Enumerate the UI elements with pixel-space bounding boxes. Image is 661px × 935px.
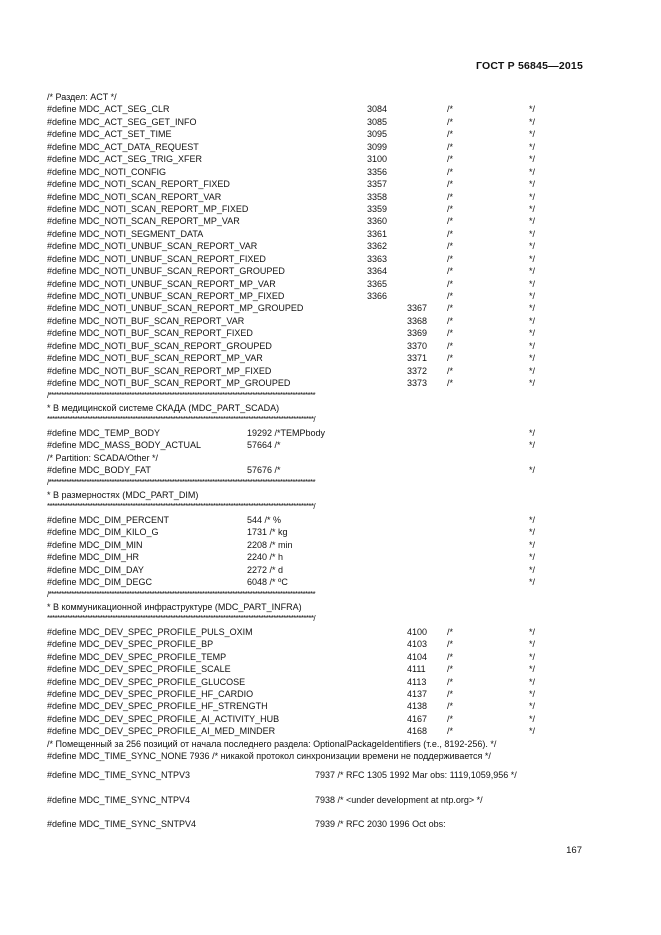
comment-close: */ — [529, 676, 536, 687]
separator-text: /********************************************************************************************************** — [47, 589, 316, 599]
define-name: #define MDC_DEV_SPEC_PROFILE_GLUCOSE — [47, 676, 246, 687]
define-name: #define MDC_NOTI_SCAN_REPORT_MP_VAR — [47, 216, 240, 227]
define-line — [47, 638, 587, 650]
separator-text: /********************************************************************************************************** — [47, 390, 316, 400]
define-value: 3367 — [407, 303, 428, 314]
define-line — [47, 794, 587, 819]
comment-open: /* — [447, 291, 454, 301]
define-name: #define MDC_DEV_SPEC_PROFILE_AI_MED_MINDER — [47, 726, 276, 737]
define-line — [47, 253, 587, 265]
comment-close: */ — [529, 141, 536, 152]
define-name: #define MDC_TIME_SYNC_SNTPV4 — [47, 819, 197, 830]
define-line — [47, 315, 587, 327]
comment-open: /* — [447, 676, 454, 687]
define-name: #define MDC_DEV_SPEC_PROFILE_HF_CARDIO — [47, 689, 254, 699]
define-line — [47, 178, 587, 190]
comment-close: */ — [529, 539, 536, 550]
define-value: 3368 — [407, 315, 428, 326]
define-value: 3370 — [407, 340, 428, 351]
document-header: ГОСТ Р 56845—2015 — [475, 60, 583, 72]
define-line — [47, 576, 587, 588]
define-value: 3099 — [367, 141, 388, 152]
comment-close: */ — [529, 179, 536, 190]
comment-text: /* Partition: SCADA/Other */ — [47, 452, 159, 463]
define-line — [47, 278, 587, 290]
comment-close: */ — [529, 527, 536, 538]
comment-close: */ — [529, 291, 536, 301]
comment-open: /* — [447, 203, 454, 214]
define-value: 3372 — [407, 365, 428, 376]
define-value: 4104 — [407, 651, 428, 662]
comment-open: /* — [447, 315, 454, 326]
comment-text: * В размерностях (MDC_PART_DIM) — [47, 490, 199, 500]
comment-open: /* — [447, 701, 454, 712]
define-line — [47, 141, 587, 153]
define-line — [47, 539, 587, 551]
define-value: 3371 — [407, 353, 428, 364]
define-value: 2272 /* d — [247, 564, 284, 575]
define-value: 3357 — [367, 179, 388, 190]
comment-close: */ — [529, 440, 536, 451]
define-name: #define MDC_DEV_SPEC_PROFILE_SCALE — [47, 664, 231, 675]
comment-close: */ — [529, 253, 536, 264]
comment-close: */ — [529, 701, 536, 712]
separator-line — [47, 501, 587, 513]
comment-close: */ — [529, 365, 536, 376]
comment-text: #define MDC_TIME_SYNC_NONE 7936 /* никакой протокол синхронизации времени не поддерживается */ — [47, 751, 491, 762]
define-name: #define MDC_TIME_SYNC_NTPV4 — [47, 794, 191, 805]
separator-text: /********************************************************************************************************** — [47, 477, 316, 487]
define-line — [47, 427, 587, 439]
define-name: #define MDC_TEMP_BODY — [47, 427, 161, 438]
define-line — [47, 215, 587, 227]
define-line — [47, 564, 587, 576]
comment-open: /* — [447, 639, 454, 650]
comment-line — [47, 402, 587, 414]
comment-close: */ — [529, 664, 536, 675]
page-number: 167 — [566, 845, 582, 856]
define-line — [47, 103, 587, 115]
define-name: #define MDC_NOTI_CONFIG — [47, 166, 167, 177]
comment-open: /* — [447, 353, 454, 364]
define-value: 57664 /* — [247, 440, 281, 451]
comment-text: * В коммуникационной инфраструктуре (MDC_PART_INFRA) — [47, 601, 302, 612]
comment-close: */ — [529, 713, 536, 724]
define-value: 2240 /* h — [247, 552, 284, 563]
comment-open: /* — [447, 116, 454, 127]
comment-line — [47, 489, 587, 501]
define-line — [47, 352, 587, 364]
comment-text: /* Помещенный за 256 позиций от начала последнего раздела: OptionalPackageIdentifiers (т.е., 8192-256). */ — [47, 738, 497, 749]
comment-open: /* — [447, 378, 454, 389]
define-line — [47, 290, 587, 302]
separator-line — [47, 414, 587, 426]
define-value: 3362 — [367, 241, 388, 252]
comment-open: /* — [447, 154, 454, 165]
define-line — [47, 626, 587, 638]
comment-close: */ — [529, 191, 536, 202]
comment-close: */ — [529, 328, 536, 339]
define-name: #define MDC_NOTI_BUF_SCAN_REPORT_VAR — [47, 315, 245, 326]
comment-close: */ — [529, 552, 536, 563]
comment-close: */ — [529, 626, 536, 637]
comment-open: /* — [447, 340, 454, 351]
comment-close: */ — [529, 564, 536, 575]
comment-open: /* — [447, 626, 454, 637]
comment-close: */ — [529, 278, 536, 289]
define-name: #define MDC_TIME_SYNC_NTPV3 — [47, 769, 191, 780]
define-line — [47, 713, 587, 725]
comment-text: /* Раздел: ACT */ — [47, 92, 117, 102]
comment-close: */ — [529, 427, 536, 438]
define-name: #define MDC_DIM_KILO_G — [47, 527, 159, 538]
define-value: 544 /* % — [247, 514, 282, 525]
comment-open: /* — [447, 216, 454, 227]
define-value: 3365 — [367, 278, 388, 289]
define-value: 4167 — [407, 713, 428, 724]
define-name: #define MDC_NOTI_UNBUF_SCAN_REPORT_VAR — [47, 241, 258, 252]
define-name: #define MDC_DIM_PERCENT — [47, 514, 170, 525]
define-name: #define MDC_MASS_BODY_ACTUAL — [47, 440, 202, 451]
define-value: 3356 — [367, 166, 388, 177]
comment-line — [47, 91, 587, 103]
define-name: #define MDC_DIM_HR — [47, 552, 140, 563]
define-value: 3360 — [367, 216, 388, 227]
define-value: 3366 — [367, 291, 388, 301]
define-name: #define MDC_ACT_SEG_TRIG_XFER — [47, 154, 203, 165]
define-value: 1731 /* kg — [247, 527, 288, 538]
define-line — [47, 365, 587, 377]
separator-line — [47, 477, 587, 489]
define-line — [47, 240, 587, 252]
define-line — [47, 116, 587, 128]
define-value: 3369 — [407, 328, 428, 339]
define-value: 4103 — [407, 639, 428, 650]
define-name: #define MDC_DEV_SPEC_PROFILE_TEMP — [47, 651, 227, 662]
define-value: 4137 — [407, 689, 428, 699]
comment-open: /* — [447, 129, 454, 140]
comment-open: /* — [447, 241, 454, 252]
comment-open: /* — [447, 365, 454, 376]
define-name: #define MDC_DEV_SPEC_PROFILE_AI_ACTIVITY_HUB — [47, 713, 280, 724]
comment-open: /* — [447, 726, 454, 737]
define-value: 4111 — [407, 664, 426, 675]
define-value: 3100 — [367, 154, 388, 165]
define-line — [47, 725, 587, 737]
define-name: #define MDC_NOTI_UNBUF_SCAN_REPORT_GROUPED — [47, 266, 285, 277]
comment-close: */ — [529, 689, 536, 699]
comment-close: */ — [529, 129, 536, 140]
define-value: 6048 /* ºC — [247, 577, 288, 588]
define-line — [47, 191, 587, 203]
comment-open: /* — [447, 664, 454, 675]
define-value: 2208 /* min — [247, 539, 293, 550]
define-name: #define MDC_DEV_SPEC_PROFILE_PULS_OXIM — [47, 626, 253, 637]
define-name: #define MDC_BODY_FAT — [47, 465, 151, 476]
separator-line — [47, 589, 587, 601]
comment-open: /* — [447, 689, 454, 699]
define-value: 3364 — [367, 266, 388, 277]
define-value: 7939 /* RFC 2030 1996 Oct obs: — [315, 819, 446, 830]
comment-close: */ — [529, 104, 536, 115]
comment-close: */ — [529, 303, 536, 314]
comment-close: */ — [529, 340, 536, 351]
separator-line — [47, 390, 587, 402]
define-name: #define MDC_NOTI_UNBUF_SCAN_REPORT_MP_VAR — [47, 278, 276, 289]
define-name: #define MDC_DIM_DEGC — [47, 577, 153, 588]
define-name: #define MDC_ACT_SEG_CLR — [47, 104, 170, 115]
code-listing — [47, 91, 587, 831]
comment-line — [47, 452, 587, 464]
comment-open: /* — [447, 179, 454, 190]
define-value: 4168 — [407, 726, 428, 737]
comment-open: /* — [447, 166, 454, 177]
define-value: 3373 — [407, 378, 428, 389]
comment-close: */ — [529, 203, 536, 214]
define-value: 3085 — [367, 116, 388, 127]
define-name: #define MDC_NOTI_UNBUF_SCAN_REPORT_MP_GROUPED — [47, 303, 304, 314]
define-line — [47, 514, 587, 526]
comment-open: /* — [447, 266, 454, 277]
comment-open: /* — [447, 303, 454, 314]
define-name: #define MDC_NOTI_UNBUF_SCAN_REPORT_FIXED — [47, 253, 266, 264]
define-line — [47, 302, 587, 314]
comment-close: */ — [529, 116, 536, 127]
define-name: #define MDC_NOTI_BUF_SCAN_REPORT_MP_FIXED — [47, 365, 272, 376]
comment-line — [47, 738, 587, 750]
define-line — [47, 551, 587, 563]
define-value: 4138 — [407, 701, 428, 712]
define-name: #define MDC_DEV_SPEC_PROFILE_HF_STRENGTH — [47, 701, 268, 712]
define-line — [47, 688, 587, 700]
comment-close: */ — [529, 639, 536, 650]
define-line — [47, 676, 587, 688]
define-name: #define MDC_NOTI_BUF_SCAN_REPORT_MP_VAR — [47, 353, 263, 364]
comment-close: */ — [529, 651, 536, 662]
comment-text: * В медицинской системе СКАДА (MDC_PART_SCADA) — [47, 402, 280, 413]
comment-line — [47, 750, 587, 762]
comment-close: */ — [529, 166, 536, 177]
define-line — [47, 663, 587, 675]
comment-close: */ — [529, 514, 536, 525]
define-value: 3359 — [367, 203, 388, 214]
define-line — [47, 377, 587, 389]
define-name: #define MDC_ACT_SEG_GET_INFO — [47, 116, 197, 127]
define-name: #define MDC_NOTI_SCAN_REPORT_FIXED — [47, 179, 230, 190]
define-value: 3095 — [367, 129, 388, 140]
define-name: #define MDC_ACT_SET_TIME — [47, 129, 172, 140]
define-name: #define MDC_NOTI_BUF_SCAN_REPORT_FIXED — [47, 328, 253, 339]
comment-close: */ — [529, 228, 536, 239]
comment-close: */ — [529, 154, 536, 165]
define-line — [47, 700, 587, 712]
comment-close: */ — [529, 315, 536, 326]
separator-text: **********************************************************************************************************/ — [47, 502, 316, 512]
comment-open: /* — [447, 651, 454, 662]
define-name: #define MDC_NOTI_SEGMENT_DATA — [47, 228, 204, 239]
define-value: 3363 — [367, 253, 388, 264]
comment-close: */ — [529, 241, 536, 252]
define-name: #define MDC_DIM_DAY — [47, 564, 144, 575]
comment-close: */ — [529, 378, 536, 389]
define-value: 19292 /*TEMPbody — [247, 427, 326, 438]
define-value: 4113 — [407, 676, 427, 687]
define-line — [47, 153, 587, 165]
define-line — [47, 166, 587, 178]
define-name: #define MDC_NOTI_SCAN_REPORT_VAR — [47, 191, 222, 202]
define-value: 7937 /* RFC 1305 1992 Mar obs: 1119,1059,956 */ — [315, 769, 517, 780]
define-value: 4100 — [407, 626, 428, 637]
define-name: #define MDC_DEV_SPEC_PROFILE_BP — [47, 639, 214, 650]
define-value: 3084 — [367, 104, 388, 115]
define-line — [47, 340, 587, 352]
comment-close: */ — [529, 216, 536, 227]
define-name: #define MDC_DIM_MIN — [47, 539, 143, 550]
define-line — [47, 651, 587, 663]
define-line — [47, 228, 587, 240]
define-value: 57676 /* — [247, 465, 281, 476]
comment-open: /* — [447, 713, 454, 724]
comment-open: /* — [447, 191, 454, 202]
comment-close: */ — [529, 726, 536, 737]
define-line — [47, 439, 587, 451]
define-name: #define MDC_ACT_DATA_REQUEST — [47, 141, 199, 152]
comment-close: */ — [529, 353, 536, 364]
define-name: #define MDC_NOTI_BUF_SCAN_REPORT_MP_GROUPED — [47, 378, 291, 389]
define-line — [47, 526, 587, 538]
define-line — [47, 769, 587, 794]
define-line — [47, 203, 587, 215]
define-line — [47, 464, 587, 476]
comment-close: */ — [529, 266, 536, 277]
comment-open: /* — [447, 278, 454, 289]
comment-open: /* — [447, 253, 454, 264]
define-name: #define MDC_NOTI_UNBUF_SCAN_REPORT_MP_FIXED — [47, 291, 285, 301]
comment-open: /* — [447, 104, 454, 115]
separator-line — [47, 613, 587, 625]
separator-text: **********************************************************************************************************/ — [47, 614, 316, 624]
separator-text: **********************************************************************************************************/ — [47, 415, 316, 425]
comment-close: */ — [529, 577, 536, 588]
define-line — [47, 818, 587, 830]
define-value: 3358 — [367, 191, 388, 202]
comment-open: /* — [447, 328, 454, 339]
comment-open: /* — [447, 141, 454, 152]
define-line — [47, 327, 587, 339]
define-name: #define MDC_NOTI_SCAN_REPORT_MP_FIXED — [47, 203, 249, 214]
define-value: 7938 /* <under development at ntp.org> */ — [315, 794, 483, 805]
comment-line — [47, 601, 587, 613]
comment-open: /* — [447, 228, 454, 239]
define-line — [47, 265, 587, 277]
define-line — [47, 128, 587, 140]
define-name: #define MDC_NOTI_BUF_SCAN_REPORT_GROUPED — [47, 340, 272, 351]
comment-close: */ — [529, 465, 536, 476]
define-value: 3361 — [367, 228, 388, 239]
